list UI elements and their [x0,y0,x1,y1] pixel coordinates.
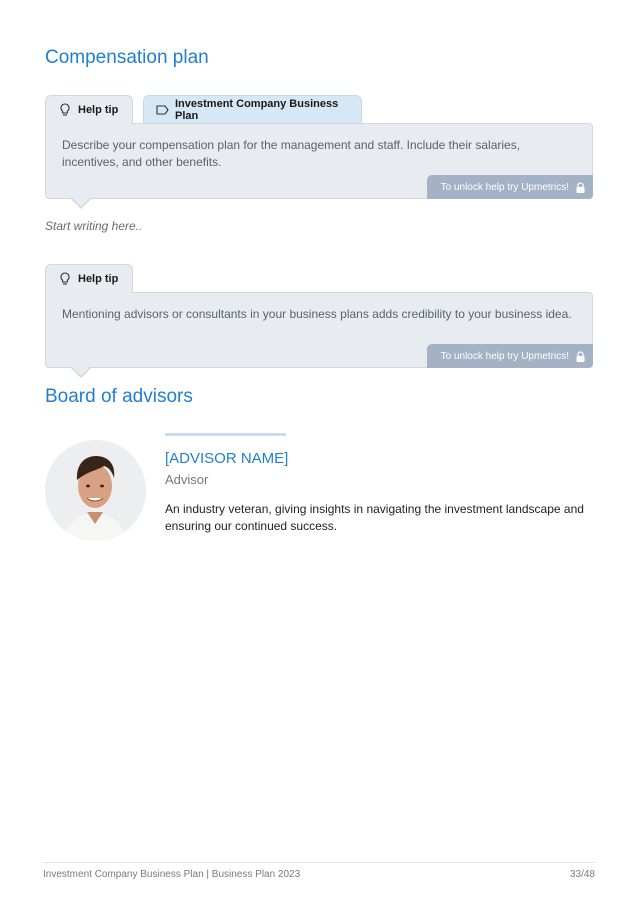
tab-business-plan-label: Investment Company Business Plan [175,97,339,122]
help-tip-text: Describe your compensation plan for the management and staff. Include their salaries, incentives, and other benefits. [62,138,521,169]
footer-document-title: Investment Company Business Plan | Business Plan 2023 [43,869,301,880]
tag-icon [156,103,169,117]
section-title-advisors: Board of advisors [45,386,193,407]
section-title-compensation: Compensation plan [45,47,209,68]
advisor-role: Advisor [165,472,209,487]
lock-icon [576,351,585,362]
help-tip-text: Mentioning advisors or consultants in your business plans adds credibility to your business idea. [62,307,572,321]
unlock-label: To unlock help try Upmetrics! [440,350,569,362]
tab-help-tip-label: Help tip [78,273,119,285]
help-tip-panel [45,292,593,368]
advisor-name: [ADVISOR NAME] [165,450,289,467]
unlock-upmetrics-button[interactable] [427,344,593,368]
tab-help-tip[interactable] [45,264,133,293]
help-tip-tabs [45,264,593,292]
tab-help-tip-label: Help tip [78,104,119,116]
advisor-description: An industry veteran, giving insights in navigating the investment landscape and ensuring our continued success. [165,502,584,533]
help-tip-compensation [45,95,593,199]
panel-pointer [70,198,92,209]
footer-page-number: 33/48 [569,869,595,880]
help-tip-panel [45,123,593,199]
lock-icon [576,182,585,193]
lightbulb-icon [58,103,72,117]
footer-divider [43,862,595,863]
advisor-photo [45,440,146,541]
help-tip-advisors [45,264,593,368]
tab-help-tip[interactable] [45,95,133,124]
unlock-label: To unlock help try Upmetrics! [440,181,569,193]
unlock-upmetrics-button[interactable] [427,175,593,199]
tab-business-plan[interactable] [143,95,362,123]
advisor-accent-line [165,433,286,436]
writing-area-placeholder[interactable]: Start writing here.. [45,219,143,233]
panel-pointer [70,367,92,378]
help-tip-tabs [45,95,593,123]
lightbulb-icon [58,272,72,286]
